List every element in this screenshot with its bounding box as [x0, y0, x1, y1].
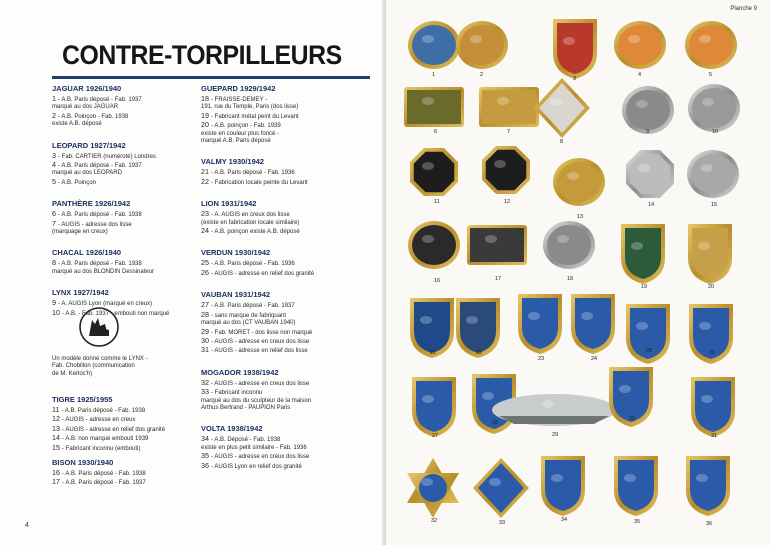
catalog-line [52, 95, 202, 104]
section-title: CHACAL 1926/1940 [52, 248, 122, 258]
badge-number: 20 [708, 284, 715, 290]
catalog-section [52, 84, 202, 129]
catalog-line [201, 405, 371, 412]
catalog-line [52, 170, 202, 177]
catalog-line [201, 178, 371, 187]
badge-20 [688, 224, 732, 290]
item-text: - AUGIS - adresse en relief dos granité [62, 426, 166, 433]
badge-number: 33 [499, 520, 506, 526]
section-title: LION 1931/1942 [201, 199, 257, 209]
badge-12 [482, 146, 530, 205]
catalog-section [52, 458, 202, 488]
item-number: 33 [201, 387, 211, 397]
item-number: 19 [201, 110, 211, 120]
item-number: 12 [52, 414, 62, 424]
section-title: LEOPARD 1927/1942 [52, 140, 126, 150]
item-text: existe A.B. déposé [52, 121, 102, 128]
badge-9 [622, 86, 674, 135]
item-number: 15 [52, 442, 62, 452]
badge-19 [621, 224, 665, 290]
item-text: existe en couleur plus foncé - [201, 130, 280, 137]
badge-29 [492, 394, 616, 438]
catalog-line [52, 269, 202, 276]
item-number: 28 [201, 309, 211, 319]
catalog-line [201, 220, 371, 227]
catalog-line [52, 161, 202, 170]
badge-number: 19 [641, 284, 648, 290]
section-title: LYNX 1927/1942 [52, 288, 109, 298]
catalog-line [201, 121, 371, 130]
catalog-line [52, 478, 202, 487]
item-number: 18 [201, 94, 211, 103]
item-text: - A.B. Paris déposé - Fab. 1936 [211, 261, 295, 268]
item-text: - Fabrication locale peinte du Levant [211, 179, 308, 186]
item-text: - A.B. Paris déposé - Fab. 1938 [58, 212, 142, 219]
item-number: 1 [52, 94, 58, 103]
badge-number: 9 [646, 129, 650, 135]
section-title: TIGRE 1925/1955 [52, 395, 113, 404]
item-text: - AUGIS - adresse en relief dos granité [211, 270, 315, 277]
badge-10 [688, 84, 740, 135]
catalog-line [201, 435, 371, 444]
lynx-emblem-icon [78, 306, 120, 348]
catalog-section [52, 199, 202, 236]
badge-number: 10 [712, 129, 719, 135]
page-title: CONTRE-TORPILLEURS [62, 40, 342, 70]
catalog-line [201, 301, 371, 310]
badge-number: 4 [638, 72, 642, 78]
item-text: - A.B. Déposé - Fab. 1938 [211, 437, 281, 444]
page-number: 4 [25, 522, 29, 529]
item-text: - Fabricant inconnu (embouti) [62, 445, 141, 452]
badge-16 [408, 221, 460, 284]
catalog-line [52, 406, 202, 415]
catalog-line [52, 104, 202, 111]
badge-15 [687, 150, 739, 208]
item-text: - A.B. poinçon existe A.B. déposé [211, 229, 300, 236]
badge-number: 2 [480, 72, 484, 78]
catalog-section [201, 424, 371, 471]
catalog-line [201, 462, 371, 471]
badge-number: 21 [430, 350, 437, 356]
badge-31 [691, 377, 735, 439]
item-number: 22 [201, 176, 211, 186]
item-text: - A.B. Paris déposé - Fab. 1937 [58, 97, 142, 103]
catalog-line [201, 452, 371, 461]
item-text: - Fabricant inconnu [211, 390, 263, 397]
badge-3 [553, 19, 597, 82]
item-number: 3 [52, 150, 58, 160]
badge-number: 3 [573, 76, 577, 82]
catalog-line [52, 210, 202, 219]
item-number: 13 [52, 423, 62, 433]
item-text: - AUGIS - adresse en creux [62, 417, 136, 424]
catalog-line [201, 269, 371, 278]
item-number: 30 [201, 335, 211, 345]
badge-11 [410, 148, 458, 205]
item-text: - A. AUGIS en creux dos lisse [211, 212, 290, 219]
catalog-section [201, 290, 371, 355]
catalog-line [52, 178, 202, 187]
catalog-section [52, 395, 202, 453]
section-title: VOLTA 1938/1942 [201, 424, 263, 434]
badge-22 [456, 298, 500, 358]
badge-number: 35 [634, 519, 641, 525]
item-text: marqué au dos JAGUAR [52, 104, 119, 111]
item-text: - Fabricant métal peint du Levant [211, 113, 299, 120]
badge-number: 26 [709, 350, 716, 356]
badge-number: 30 [629, 416, 636, 422]
item-text: - A.B. Paris déposé - Fab. 1938 [58, 261, 142, 268]
item-text: - AUGIS Lyon en relief dos granité [211, 463, 302, 470]
catalog-line [52, 229, 202, 236]
catalog-line [201, 112, 371, 121]
badge-33 [473, 458, 529, 526]
section-title: JAGUAR 1926/1940 [52, 84, 122, 93]
catalog-section [52, 288, 202, 318]
item-text: 191, rue du Temple, Paris (dos lisse) [201, 104, 299, 111]
item-number: 20 [201, 120, 211, 130]
title-rule [52, 76, 370, 79]
badge-number: 15 [711, 202, 718, 208]
item-text: marqué au dos LEOPARD [52, 170, 122, 177]
item-number: 10 [52, 307, 62, 317]
item-number: 4 [52, 160, 58, 170]
catalog-line [52, 434, 202, 443]
item-text: - AUGIS - adresse en creux dos lisse [211, 454, 310, 461]
catalog-line [52, 469, 202, 478]
section-title: VALMY 1930/1942 [201, 157, 265, 167]
item-number: 16 [52, 468, 62, 477]
item-text: - A.B. - Fab. 1937 - embouti non marqué [62, 310, 170, 317]
item-text: - Fab. CARTIER (numéroté) Londres [58, 153, 156, 160]
item-text: - A.B. Paris déposé - Fab. 1938 [62, 471, 146, 477]
catalog-line [52, 121, 202, 128]
plate-label: Planche 9 [730, 6, 757, 12]
item-number: 26 [201, 267, 211, 277]
section-title: VAUBAN 1931/1942 [201, 290, 271, 300]
item-text: - A.B. Paris déposé - Fab. 1938 [61, 408, 146, 414]
item-number: 9 [52, 298, 58, 308]
badge-34 [541, 456, 585, 523]
catalog-line [201, 210, 371, 219]
item-number: 21 [201, 167, 211, 177]
item-text: - AUGIS - adresse dos lisse [58, 221, 132, 228]
item-text: Arthus Bertrand - PAUPION Paris [201, 404, 291, 411]
section-title: BISON 1930/1940 [52, 458, 114, 467]
catalog-line [201, 388, 371, 397]
badge-1 [408, 21, 460, 78]
section-title: VERDUN 1930/1942 [201, 248, 271, 258]
item-text: - Fab. MORET - dos lisse non marqué [211, 329, 313, 336]
section-tigre [52, 395, 202, 465]
left-column [52, 84, 202, 330]
badge-25 [626, 304, 670, 364]
item-text: - A.B. Poinçon [58, 179, 97, 186]
item-text: marqué A.B. Paris déposé [201, 138, 271, 145]
badge-number: 29 [552, 432, 559, 438]
badge-14 [626, 150, 674, 208]
badge-number: 24 [591, 356, 598, 362]
item-text: - A.B. Paris déposé - Fab. 1937 [62, 480, 146, 487]
badge-number: 31 [711, 433, 718, 439]
catalog-line [201, 379, 371, 388]
catalog-section [201, 199, 371, 236]
badge-6 [404, 87, 464, 135]
catalog-line [201, 131, 371, 138]
catalog-line [201, 320, 371, 327]
badge-number: 12 [504, 199, 511, 205]
badge-35 [614, 456, 658, 525]
badge-number: 17 [495, 276, 502, 282]
badge-23 [518, 294, 562, 362]
badge-plate [386, 0, 771, 545]
catalog-line [201, 337, 371, 346]
badge-number: 8 [560, 139, 564, 145]
badge-4 [614, 21, 666, 78]
badge-number: 11 [434, 199, 440, 205]
catalog-line [201, 104, 371, 111]
item-text: - A. AUGIS Lyon (marqué en creux) [58, 301, 153, 308]
item-number: 11 [52, 405, 62, 414]
item-text: - AUGIS - adresse en creux dos lisse [211, 380, 310, 387]
item-text: marqué au dos du sculpteur de la maison [201, 397, 312, 404]
catalog-section [52, 248, 202, 276]
section-title: GUEPARD 1929/1942 [201, 84, 276, 93]
item-text: - A.B. poinçon - Fab. 1939 [211, 123, 281, 130]
item-text: (existe en fabrication locale similaire) [201, 219, 300, 226]
catalog-line [201, 138, 371, 145]
catalog-line [201, 328, 371, 337]
catalog-line [52, 112, 202, 121]
catalog-line [201, 398, 371, 405]
item-number: 17 [52, 477, 62, 487]
item-number: 32 [201, 377, 211, 387]
lynx-caption [52, 356, 172, 378]
catalog-line [201, 346, 371, 355]
item-text: marqué au dos (CT VAUBAN 1940) [201, 320, 296, 327]
item-text: - A.B. Paris déposé - Fab. 1936 [211, 170, 295, 177]
item-text: - sans marque de fabriquant [211, 312, 287, 319]
catalog-line [52, 309, 202, 318]
badge-32 [407, 458, 459, 524]
badge-17 [467, 225, 527, 282]
catalog-section [201, 84, 371, 145]
badge-36 [686, 456, 730, 527]
section-title: MOGADOR 1938/1942 [201, 367, 279, 377]
catalog-line [201, 168, 371, 177]
badge-number: 5 [709, 72, 713, 78]
badge-24 [571, 294, 615, 362]
badge-number: 6 [434, 129, 438, 135]
catalog-line [52, 425, 202, 434]
badge-7 [479, 87, 539, 135]
item-text: - A.B. non marqué embouti 1939 [62, 436, 149, 443]
item-number: 24 [201, 226, 211, 236]
catalog-line [201, 311, 371, 320]
item-number: 2 [52, 110, 58, 120]
catalog-section [201, 157, 371, 187]
item-text: marqué au dos BLONDIN Dessinateur [52, 268, 155, 275]
badge-number: 36 [706, 521, 713, 527]
caption-line: de M. Kerloc'h) [52, 370, 93, 377]
badge-8 [534, 78, 590, 145]
badge-number: 27 [432, 433, 439, 439]
item-text: - AUGIS - adresse en creux dos lisse [211, 338, 310, 345]
badge-number: 14 [648, 202, 655, 208]
badge-5 [685, 21, 737, 78]
right-column [201, 84, 371, 483]
item-number: 35 [201, 451, 211, 461]
badge-26 [689, 304, 733, 364]
item-text: existe en plus petit similaire - Fab. 1936 [201, 444, 307, 451]
catalog-line [52, 259, 202, 268]
item-text: (marquage en creux) [52, 229, 108, 236]
item-number: 27 [201, 300, 211, 310]
badge-2 [456, 21, 508, 78]
catalog-line [52, 220, 202, 229]
item-number: 14 [52, 433, 62, 443]
item-number: 34 [201, 434, 211, 444]
badge-13 [553, 158, 605, 220]
badge-18 [543, 221, 595, 282]
item-number: 36 [201, 460, 211, 470]
item-number: 29 [201, 326, 211, 336]
badge-number: 22 [476, 350, 483, 356]
caption-line: Un modèle donné comme le LYNX - [52, 356, 148, 362]
badge-number: 13 [577, 214, 584, 220]
badge-number: 16 [434, 278, 441, 284]
catalog-line [52, 152, 202, 161]
badge-number: 25 [646, 348, 653, 354]
item-number: 7 [52, 218, 58, 228]
badge-number: 34 [561, 517, 568, 523]
item-number: 31 [201, 345, 211, 355]
catalog-line [201, 227, 371, 236]
item-text: - AUGIS - adresse en relief dos lisse [211, 348, 308, 355]
catalog-section [201, 248, 371, 278]
item-number: 6 [52, 209, 58, 219]
catalog-line [52, 415, 202, 424]
item-number: 8 [52, 258, 58, 268]
catalog-line [201, 445, 371, 452]
item-text: - A.B. Paris déposé - Fab. 1937 [58, 163, 142, 170]
catalog-section [201, 368, 371, 413]
item-number: 25 [201, 258, 211, 268]
badge-number: 28 [492, 420, 499, 426]
catalog-line [52, 299, 202, 308]
section-title: PANTHÈRE 1926/1942 [52, 199, 131, 209]
catalog-line [201, 259, 371, 268]
caption-line: Fab. Chobillon (communication [52, 363, 135, 370]
item-number: 23 [201, 209, 211, 219]
badge-number: 23 [538, 356, 545, 362]
badge-number: 18 [567, 276, 574, 282]
badge-30 [609, 367, 653, 427]
badge-number: 1 [432, 72, 436, 78]
section-bison [52, 458, 202, 500]
catalog-section [52, 141, 202, 188]
badge-number: 32 [431, 518, 438, 524]
badge-27 [412, 377, 456, 439]
item-number: 5 [52, 176, 58, 186]
item-text: - A.B. Paris déposé - Fab. 1937 [211, 303, 295, 310]
badge-number: 7 [507, 129, 511, 135]
badge-21 [410, 298, 454, 358]
item-text: - FRAISSE-DEMEY - [211, 97, 268, 103]
right-page [386, 0, 771, 545]
item-text: - A.B. Poinçon - Fab. 1938 [58, 113, 129, 120]
catalog-line [201, 95, 371, 104]
catalog-line [52, 444, 202, 453]
